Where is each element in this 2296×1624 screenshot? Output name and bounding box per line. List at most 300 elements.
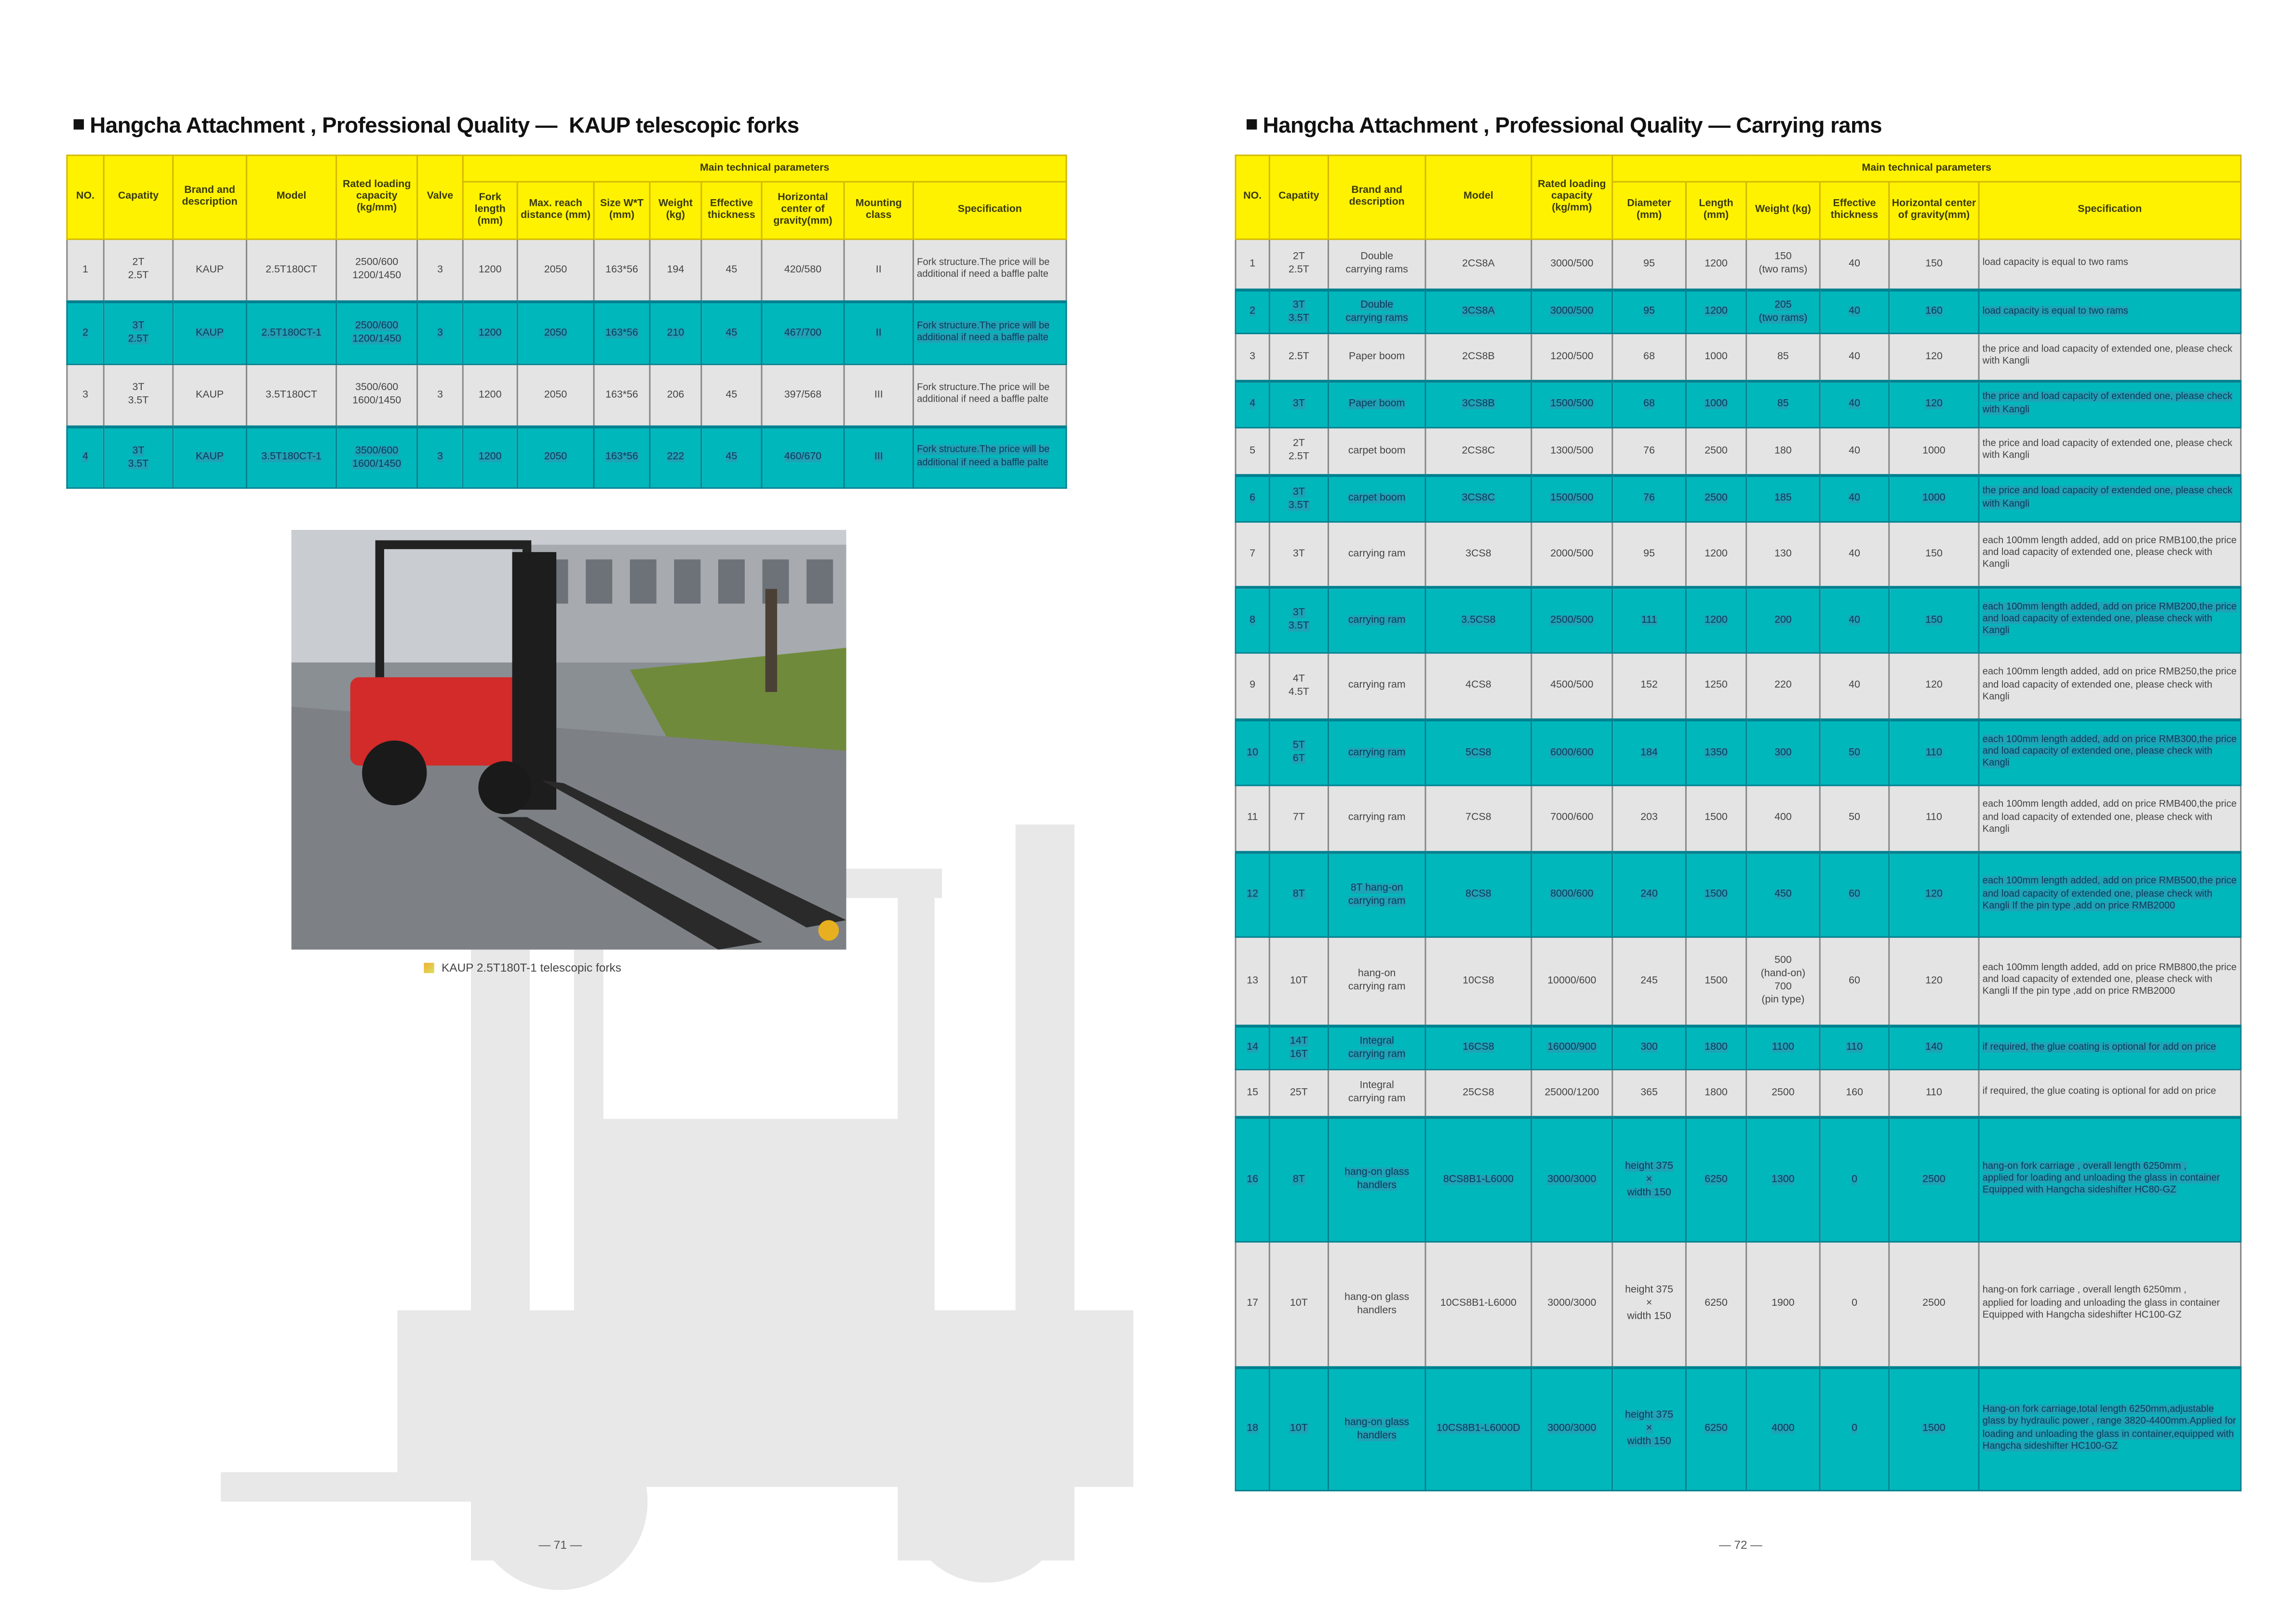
table-cell bbox=[1746, 785, 1820, 852]
table-cell bbox=[1686, 1117, 1746, 1242]
cell-text: 16CS8 bbox=[1463, 1042, 1494, 1053]
table-cell bbox=[1235, 428, 1269, 475]
cell-text: hang-on glass handlers bbox=[1344, 1417, 1410, 1441]
cell-text: if required, the glue coating is optional for add on price bbox=[1982, 1042, 2216, 1052]
cell-text: each 100mm length added, add on price RMB400,the price and load capacity of extended one, please check with Kangli bbox=[1982, 799, 2237, 835]
cell-text: II bbox=[875, 328, 882, 338]
table-cell bbox=[1686, 719, 1746, 785]
column-header: Brand and description bbox=[1329, 155, 1426, 239]
cell-text: 85 bbox=[1777, 399, 1789, 410]
cell-text: 2050 bbox=[544, 452, 567, 463]
cell-text: hang-on glass handlers bbox=[1344, 1292, 1410, 1316]
table-cell bbox=[1269, 239, 1328, 289]
cell-text: carrying ram bbox=[1348, 813, 1406, 824]
table-cell bbox=[1820, 522, 1889, 586]
cell-text: 6250 bbox=[1705, 1424, 1728, 1435]
table-cell bbox=[1269, 653, 1328, 719]
cell-text: 1900 bbox=[1772, 1299, 1795, 1310]
cell-text: 25000/1200 bbox=[1544, 1087, 1599, 1098]
cell-text: 2 bbox=[1249, 306, 1256, 317]
cell-text: 1000 bbox=[1922, 493, 1946, 504]
cell-text: 68 bbox=[1643, 351, 1655, 362]
bullet-square-icon bbox=[1247, 119, 1257, 129]
table-cell bbox=[1425, 1026, 1531, 1070]
cell-text: 5 bbox=[1249, 446, 1256, 456]
cell-text: 163*56 bbox=[605, 390, 638, 400]
column-header: Horizontal center of gravity(mm) bbox=[762, 182, 844, 239]
table-row bbox=[1235, 522, 2241, 586]
table-cell bbox=[336, 301, 417, 364]
table-cell bbox=[1425, 522, 1531, 586]
table-cell bbox=[1612, 937, 1686, 1025]
caption-text: KAUP 2.5T180T-1 telescopic forks bbox=[441, 961, 621, 975]
table-cell bbox=[463, 301, 517, 364]
table-cell bbox=[1531, 475, 1612, 522]
cell-text: 163*56 bbox=[605, 328, 638, 338]
cell-text: 1000 bbox=[1705, 399, 1728, 410]
table-cell bbox=[1686, 587, 1746, 653]
column-header: Rated loading capacity (kg/mm) bbox=[1531, 155, 1612, 239]
specification-cell bbox=[1979, 719, 2241, 785]
specification-cell bbox=[1979, 785, 2241, 852]
table-cell bbox=[1612, 522, 1686, 586]
cell-text: 10000/600 bbox=[1547, 975, 1597, 986]
table-cell bbox=[1269, 719, 1328, 785]
cell-text: 3T 3.5T bbox=[1289, 487, 1309, 511]
cell-text: 3.5T180CT bbox=[266, 390, 318, 400]
cell-text: 120 bbox=[1925, 351, 1943, 362]
table-cell bbox=[1820, 334, 1889, 381]
table-cell bbox=[1746, 653, 1820, 719]
cell-text: 3000/3000 bbox=[1547, 1174, 1597, 1185]
cell-text: Fork structure.The price will be additional if need a baffle palte bbox=[917, 382, 1050, 406]
cell-text: 240 bbox=[1640, 889, 1658, 900]
column-header: Model bbox=[1425, 155, 1531, 239]
cell-text: 1250 bbox=[1705, 680, 1728, 691]
table-cell bbox=[1329, 334, 1426, 381]
cell-text: KAUP bbox=[195, 328, 224, 338]
specification-cell bbox=[1979, 1367, 2241, 1490]
specification-cell bbox=[1979, 1242, 2241, 1367]
table-cell bbox=[1235, 1242, 1269, 1367]
table-cell bbox=[1531, 380, 1612, 428]
table-cell bbox=[762, 426, 844, 488]
table-cell bbox=[1889, 852, 1979, 937]
table-cell bbox=[1746, 587, 1820, 653]
cell-text: 2500 bbox=[1705, 493, 1728, 504]
cell-text: 2500/600 1200/1450 bbox=[352, 321, 402, 345]
table-cell bbox=[1746, 719, 1820, 785]
table-cell bbox=[844, 365, 913, 426]
cell-text: Fork structure.The price will be additional if need a baffle palte bbox=[917, 445, 1050, 468]
cell-text: 152 bbox=[1640, 680, 1658, 691]
table-cell bbox=[1531, 522, 1612, 586]
table-cell bbox=[1820, 852, 1889, 937]
table-cell bbox=[1612, 653, 1686, 719]
column-header: Capatity bbox=[1269, 155, 1328, 239]
cell-text: if required, the glue coating is optional for add on price bbox=[1982, 1086, 2216, 1097]
table-cell bbox=[1686, 380, 1746, 428]
cell-text: each 100mm length added, add on price RMB200,the price and load capacity of extended one, please check with Kangli bbox=[1982, 601, 2237, 637]
cell-text: 8T bbox=[1292, 1174, 1305, 1185]
cell-text: 4000 bbox=[1772, 1424, 1795, 1435]
cell-text: 1000 bbox=[1705, 351, 1728, 362]
cell-text: 2 bbox=[82, 328, 89, 338]
table-cell bbox=[1269, 428, 1328, 475]
table-cell bbox=[1612, 785, 1686, 852]
table-cell bbox=[1820, 239, 1889, 289]
table-cell bbox=[417, 365, 463, 426]
group-header: Main technical parameters bbox=[463, 155, 1066, 182]
table-cell bbox=[1612, 719, 1686, 785]
table-cell bbox=[1425, 239, 1531, 289]
table-cell bbox=[517, 301, 594, 364]
table-cell bbox=[1889, 289, 1979, 334]
table-cell bbox=[1425, 1117, 1531, 1242]
table-cell bbox=[1686, 653, 1746, 719]
table-cell bbox=[104, 239, 173, 301]
table-cell bbox=[336, 239, 417, 301]
table-cell bbox=[1686, 852, 1746, 937]
cell-text: carpet boom bbox=[1348, 446, 1406, 456]
table-cell bbox=[1425, 1367, 1531, 1490]
table-cell bbox=[1889, 522, 1979, 586]
table-cell bbox=[1425, 852, 1531, 937]
cell-text: the price and load capacity of extended one, please check with Kangli bbox=[1982, 486, 2232, 509]
column-header: NO. bbox=[67, 155, 104, 239]
table-row bbox=[1235, 937, 2241, 1025]
table-cell bbox=[104, 301, 173, 364]
table-row bbox=[1235, 1117, 2241, 1242]
cell-text: 15 bbox=[1247, 1087, 1259, 1098]
cell-text: 450 bbox=[1774, 889, 1792, 900]
cell-text: 76 bbox=[1643, 446, 1655, 456]
cell-text: 5CS8 bbox=[1465, 747, 1491, 758]
cell-text: 120 bbox=[1925, 975, 1943, 986]
cell-text: 467/700 bbox=[784, 328, 822, 338]
table-cell bbox=[1329, 785, 1426, 852]
table-cell bbox=[1425, 334, 1531, 381]
cell-text: 1500 bbox=[1705, 889, 1728, 900]
table-cell bbox=[1329, 937, 1426, 1025]
cell-text: 4 bbox=[82, 452, 89, 463]
cell-text: 2500 bbox=[1772, 1087, 1795, 1098]
cell-text: 3000/3000 bbox=[1547, 1424, 1597, 1435]
cell-text: 3T 3.5T bbox=[128, 383, 149, 407]
specification-cell bbox=[1979, 937, 2241, 1025]
cell-text: hang-on carrying ram bbox=[1348, 969, 1406, 993]
table-cell bbox=[1235, 937, 1269, 1025]
cell-text: 205 (two rams) bbox=[1759, 300, 1808, 324]
cell-text: 2500/600 1200/1450 bbox=[352, 258, 402, 282]
table-cell bbox=[594, 239, 650, 301]
table-cell bbox=[1329, 719, 1426, 785]
table-cell bbox=[1329, 380, 1426, 428]
cell-text: 184 bbox=[1640, 747, 1658, 758]
cell-text: each 100mm length added, add on price RMB500,the price and load capacity of extended one, please check with Kangli If the pin type ,add on price RMB2000 bbox=[1982, 876, 2237, 911]
cell-text: 1500 bbox=[1922, 1424, 1946, 1435]
cell-text: 12 bbox=[1247, 889, 1259, 900]
cell-text: 2000/500 bbox=[1550, 549, 1594, 559]
table-cell bbox=[336, 365, 417, 426]
cell-text: 2T 2.5T bbox=[1289, 439, 1309, 463]
table-row bbox=[1235, 1026, 2241, 1070]
table-cell bbox=[1329, 1026, 1426, 1070]
table-cell bbox=[594, 365, 650, 426]
cell-text: 45 bbox=[725, 328, 738, 338]
cell-text: 14T 16T bbox=[1290, 1036, 1308, 1060]
table-cell bbox=[650, 426, 701, 488]
column-header: Effective thickness bbox=[701, 182, 762, 239]
table-cell bbox=[67, 239, 104, 301]
cell-text: 420/580 bbox=[784, 264, 822, 275]
cell-text: Double carrying rams bbox=[1345, 252, 1409, 276]
cell-text: 160 bbox=[1846, 1087, 1863, 1098]
cell-text: 25T bbox=[1290, 1087, 1308, 1098]
cell-text: 140 bbox=[1925, 1042, 1943, 1053]
cell-text: load capacity is equal to two rams bbox=[1982, 257, 2128, 268]
cell-text: 220 bbox=[1774, 680, 1792, 691]
cell-text: 5T 6T bbox=[1292, 741, 1305, 765]
cell-text: 210 bbox=[667, 328, 685, 338]
table-cell bbox=[1329, 1367, 1426, 1490]
cell-text: 1200 bbox=[1705, 306, 1728, 317]
title-main: Hangcha Attachment , Professional Quality — bbox=[1262, 113, 1731, 139]
table-cell bbox=[1612, 1069, 1686, 1117]
table-cell bbox=[104, 365, 173, 426]
column-header: Brand and description bbox=[173, 155, 247, 239]
cell-text: 45 bbox=[725, 264, 738, 275]
cell-text: 3 bbox=[437, 452, 443, 463]
table-cell bbox=[1612, 587, 1686, 653]
cell-text: 40 bbox=[1849, 493, 1860, 504]
cell-text: 68 bbox=[1643, 399, 1655, 410]
table-cell bbox=[246, 426, 336, 488]
table-cell bbox=[1820, 1069, 1889, 1117]
table-cell bbox=[844, 301, 913, 364]
cell-text: 4CS8 bbox=[1465, 680, 1491, 691]
table-cell bbox=[594, 426, 650, 488]
cell-text: Hang-on fork carriage,total length 6250mm,adjustable glass by hydraulic power , range 3820-4400mm.Applied for loading and unloading the glass in container,equipped with Hangcha sideshifter HC100-GZ bbox=[1982, 1404, 2236, 1452]
table-cell bbox=[1746, 239, 1820, 289]
table-cell bbox=[1612, 1026, 1686, 1070]
table-cell bbox=[1889, 1242, 1979, 1367]
table-cell bbox=[517, 426, 594, 488]
cell-text: carrying ram bbox=[1348, 747, 1406, 758]
specification-cell bbox=[1979, 380, 2241, 428]
title-sub: KAUP telescopic forks bbox=[569, 113, 799, 139]
table-cell bbox=[1531, 653, 1612, 719]
cell-text: 3T bbox=[1292, 549, 1305, 559]
table-cell bbox=[1820, 653, 1889, 719]
column-header: Valve bbox=[417, 155, 463, 239]
table-cell bbox=[1425, 428, 1531, 475]
title-main: Hangcha Attachment , Professional Quality — bbox=[90, 113, 557, 139]
table-cell bbox=[173, 426, 247, 488]
table-cell bbox=[1746, 1026, 1820, 1070]
table-cell bbox=[1235, 475, 1269, 522]
cell-text: 120 bbox=[1925, 889, 1943, 900]
cell-text: 40 bbox=[1849, 306, 1860, 317]
table-cell bbox=[1820, 1367, 1889, 1490]
table-cell bbox=[246, 239, 336, 301]
table-cell bbox=[1531, 852, 1612, 937]
specification-cell bbox=[1979, 1117, 2241, 1242]
cell-text: 6 bbox=[1249, 493, 1256, 504]
table-cell bbox=[1531, 428, 1612, 475]
table-cell bbox=[1329, 1069, 1426, 1117]
table-row bbox=[1235, 428, 2241, 475]
header-row bbox=[1235, 155, 2241, 182]
cell-text: 17 bbox=[1247, 1299, 1259, 1310]
cell-text: 3000/500 bbox=[1550, 306, 1594, 317]
table-cell bbox=[1329, 852, 1426, 937]
table-cell bbox=[1531, 239, 1612, 289]
table-cell bbox=[1746, 428, 1820, 475]
table-cell bbox=[1235, 522, 1269, 586]
cell-text: 110 bbox=[1925, 747, 1942, 758]
cell-text: 40 bbox=[1849, 680, 1860, 691]
table-cell bbox=[67, 365, 104, 426]
column-header: Rated loading capacity (kg/mm) bbox=[336, 155, 417, 239]
column-header: Weight (kg) bbox=[650, 182, 701, 239]
table-cell bbox=[1425, 380, 1531, 428]
cell-text: 3.5T180CT-1 bbox=[261, 452, 322, 463]
cell-text: 3T bbox=[1292, 399, 1305, 410]
table-cell bbox=[1746, 334, 1820, 381]
table-cell bbox=[844, 426, 913, 488]
column-header: Model bbox=[246, 155, 336, 239]
cell-text: hang-on fork carriage , overall length 6250mm , applied for loading and unloading the glass in container Equipped with Hangcha sideshifter HC100-GZ bbox=[1982, 1285, 2220, 1321]
cell-text: Paper boom bbox=[1349, 399, 1405, 410]
table-cell bbox=[1889, 239, 1979, 289]
cell-text: 1350 bbox=[1705, 747, 1728, 758]
table-cell bbox=[762, 239, 844, 301]
table-cell bbox=[1686, 522, 1746, 586]
column-header: Mounting class bbox=[844, 182, 913, 239]
cell-text: each 100mm length added, add on price RMB250,the price and load capacity of extended one, please check with Kangli bbox=[1982, 667, 2237, 703]
column-header: Effective thickness bbox=[1820, 182, 1889, 239]
cell-text: 1200 bbox=[1705, 549, 1728, 559]
cell-text: hang-on fork carriage , overall length 6250mm , applied for loading and unloading the glass in container Equipped with Hangcha sideshifter HC80-GZ bbox=[1982, 1161, 2220, 1196]
column-header: Specification bbox=[913, 182, 1067, 239]
table-cell bbox=[1269, 1069, 1328, 1117]
cell-text: the price and load capacity of extended one, please check with Kangli bbox=[1982, 438, 2232, 461]
column-header: Diameter (mm) bbox=[1612, 182, 1686, 239]
cell-text: 111 bbox=[1641, 615, 1657, 625]
cell-text: 10T bbox=[1290, 1299, 1308, 1310]
table-cell bbox=[173, 239, 247, 301]
table-cell bbox=[1235, 289, 1269, 334]
table-cell bbox=[1820, 937, 1889, 1025]
cell-text: 60 bbox=[1849, 889, 1860, 900]
table-cell bbox=[1612, 289, 1686, 334]
forklift-photo bbox=[292, 530, 846, 949]
column-header: Weight (kg) bbox=[1746, 182, 1820, 239]
cell-text: 60 bbox=[1849, 975, 1860, 986]
page-number-right: — 72 — bbox=[1719, 1538, 1762, 1552]
column-header: NO. bbox=[1235, 155, 1269, 239]
table-cell bbox=[1235, 1069, 1269, 1117]
cell-text: 1500 bbox=[1705, 813, 1728, 824]
table-cell bbox=[1686, 937, 1746, 1025]
cell-text: 3 bbox=[82, 390, 89, 400]
table-cell bbox=[1425, 653, 1531, 719]
cell-text: 10CS8B1-L6000 bbox=[1440, 1299, 1517, 1310]
column-header: Capatity bbox=[104, 155, 173, 239]
cell-text: 185 bbox=[1774, 493, 1792, 504]
table-cell bbox=[594, 301, 650, 364]
cell-text: 3 bbox=[437, 328, 443, 338]
specification-cell bbox=[1979, 587, 2241, 653]
table-cell bbox=[1425, 475, 1531, 522]
cell-text: 1500 bbox=[1705, 975, 1728, 986]
cell-text: Paper boom bbox=[1349, 351, 1405, 362]
table-cell bbox=[1686, 1026, 1746, 1070]
table-cell bbox=[1686, 475, 1746, 522]
cell-text: 2500/500 bbox=[1550, 615, 1594, 625]
cell-text: 1 bbox=[1249, 258, 1256, 269]
cell-text: 206 bbox=[667, 390, 685, 400]
table-row bbox=[1235, 1367, 2241, 1490]
table-cell bbox=[1746, 380, 1820, 428]
table-cell bbox=[1889, 653, 1979, 719]
cell-text: 1200 bbox=[478, 390, 502, 400]
table-cell bbox=[1269, 289, 1328, 334]
table-cell bbox=[1269, 785, 1328, 852]
column-header: Max. reach distance (mm) bbox=[517, 182, 594, 239]
cell-text: 95 bbox=[1643, 258, 1655, 269]
table-cell bbox=[1889, 1117, 1979, 1242]
cell-text: 194 bbox=[667, 264, 685, 275]
table-cell bbox=[1889, 1026, 1979, 1070]
table-cell bbox=[1531, 1026, 1612, 1070]
table-cell bbox=[701, 239, 762, 301]
table-cell bbox=[1269, 475, 1328, 522]
cell-text: 2T 2.5T bbox=[1289, 252, 1309, 276]
cell-text: 110 bbox=[1925, 1087, 1942, 1098]
column-header: Size W*T (mm) bbox=[594, 182, 650, 239]
table-row bbox=[1235, 852, 2241, 937]
cell-text: 150 bbox=[1925, 615, 1943, 625]
table-cell bbox=[417, 426, 463, 488]
table-cell bbox=[1686, 1367, 1746, 1490]
table-cell bbox=[246, 301, 336, 364]
cell-text: 0 bbox=[1852, 1299, 1857, 1310]
table-cell bbox=[650, 239, 701, 301]
cell-text: each 100mm length added, add on price RMB100,the price and load capacity of extended one, please check with Kangli bbox=[1982, 535, 2237, 570]
table-cell bbox=[1425, 785, 1531, 852]
cell-text: hang-on glass handlers bbox=[1344, 1167, 1410, 1191]
cell-text: 50 bbox=[1849, 813, 1860, 824]
table-cell bbox=[1531, 1117, 1612, 1242]
table-cell bbox=[1889, 380, 1979, 428]
cell-text: 3T 3.5T bbox=[1289, 608, 1309, 632]
cell-text: 110 bbox=[1846, 1042, 1863, 1053]
page-number-left: — 71 — bbox=[538, 1538, 582, 1552]
table-cell bbox=[1329, 428, 1426, 475]
table-cell bbox=[1820, 428, 1889, 475]
cell-text: 85 bbox=[1777, 351, 1789, 362]
cell-text: Fork structure.The price will be additional if need a baffle palte bbox=[917, 321, 1050, 344]
cell-text: 2.5T180CT-1 bbox=[261, 328, 322, 338]
cell-text: 300 bbox=[1640, 1042, 1658, 1053]
cell-text: III bbox=[874, 390, 883, 400]
cell-text: carpet boom bbox=[1348, 493, 1406, 504]
photo-caption bbox=[424, 961, 621, 974]
cell-text: 365 bbox=[1640, 1087, 1658, 1098]
table-cell bbox=[1531, 1242, 1612, 1367]
